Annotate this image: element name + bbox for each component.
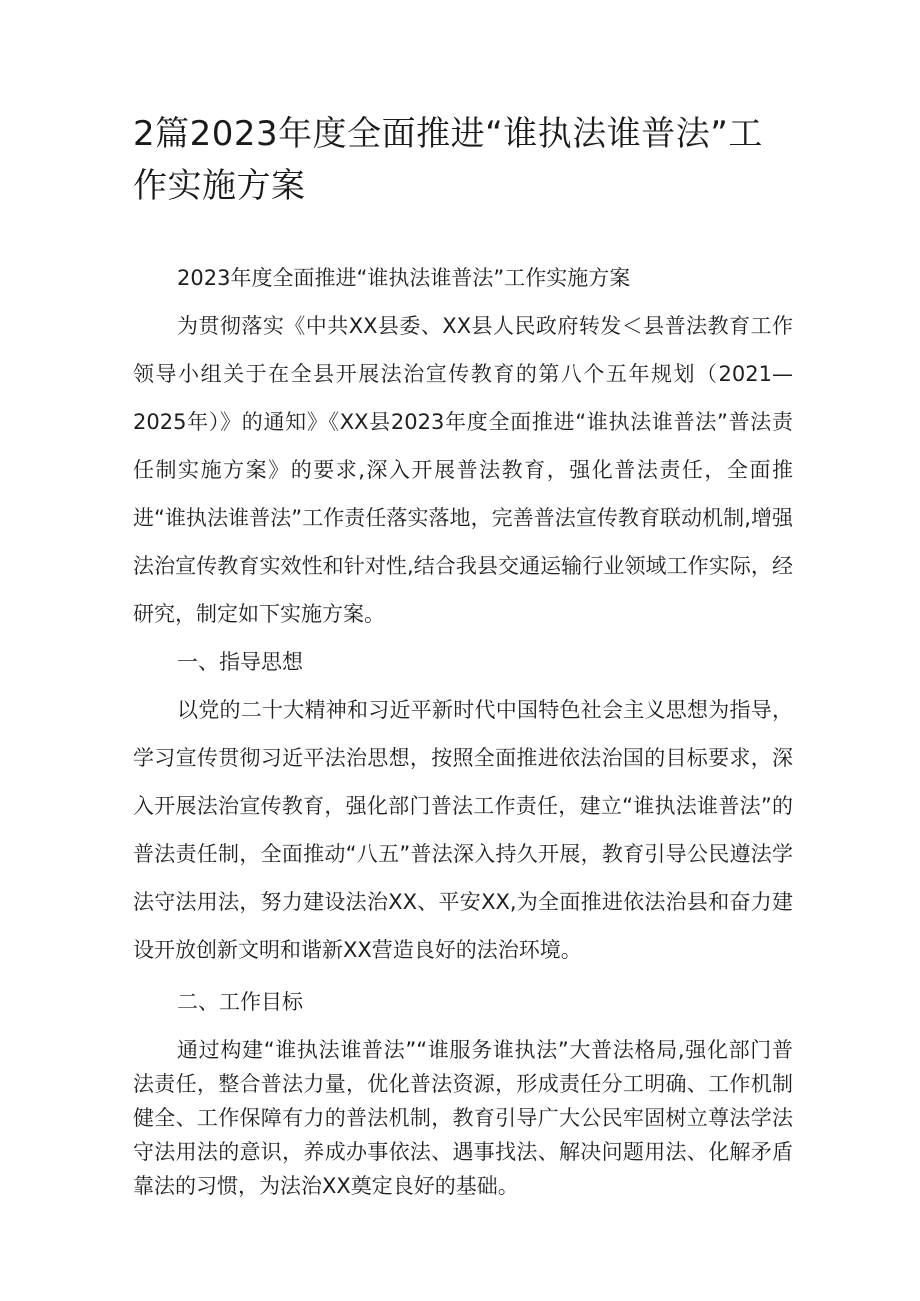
document-body (133, 254, 793, 1203)
document-subtitle: 2023年度全面推进“谁执法谁普法”工作实施方案 (177, 266, 631, 290)
section-heading-guiding-ideology: 一、指导思想 (177, 650, 303, 674)
section-paragraph-work-goals: 通过构建“谁执法谁普法”“谁服务谁执法”大普法格局,强化部门普法责任，整合普法力量，优化普法资源，形成责任分工明确、工作机制健全、工作保障有力的普法机制，教育引导广大公民牢固树立尊法学法守法用法的意识，养成办事依法、遇事找法、解决问题用法、化解矛盾靠法的习惯，为法治XX奠定良好的基础。 (133, 1038, 793, 1198)
document-title: 2篇2023年度全面推进“谁执法谁普法”工作实施方案 (133, 114, 763, 206)
intro-paragraph: 为贯彻落实《中共XX县委、XX县人民政府转发＜县普法教育工作领导小组关于在全县开展法治宣传教育的第八个五年规划（2021—2025年）》的通知》《XX县2023年度全面推进“谁执法谁普法”普法责任制实施方案》的要求,深入开展普法教育，强化普法责任，全面推进“谁执法谁普法”工作责任落实落地，完善普法宣传教育联动机制,增强法治宣传教育实效性和针对性,结合我县交通运输行业领域工作实际，经研究，制定如下实施方案。 (133, 314, 793, 626)
section-heading-work-goals: 二、工作目标 (177, 990, 303, 1014)
section-paragraph-guiding-ideology: 以党的二十大精神和习近平新时代中国特色社会主义思想为指导，学习宣传贯彻习近平法治思想，按照全面推进依法治国的目标要求，深入开展法治宣传教育，强化部门普法工作责任，建立“谁执法谁普法”的普法责任制，全面推动“八五”普法深入持久开展，教育引导公民遵法学法守法用法，努力建设法治XX、平安XX,为全面推进依法治县和奋力建设开放创新文明和谐新XX营造良好的法治环境。 (133, 698, 793, 962)
